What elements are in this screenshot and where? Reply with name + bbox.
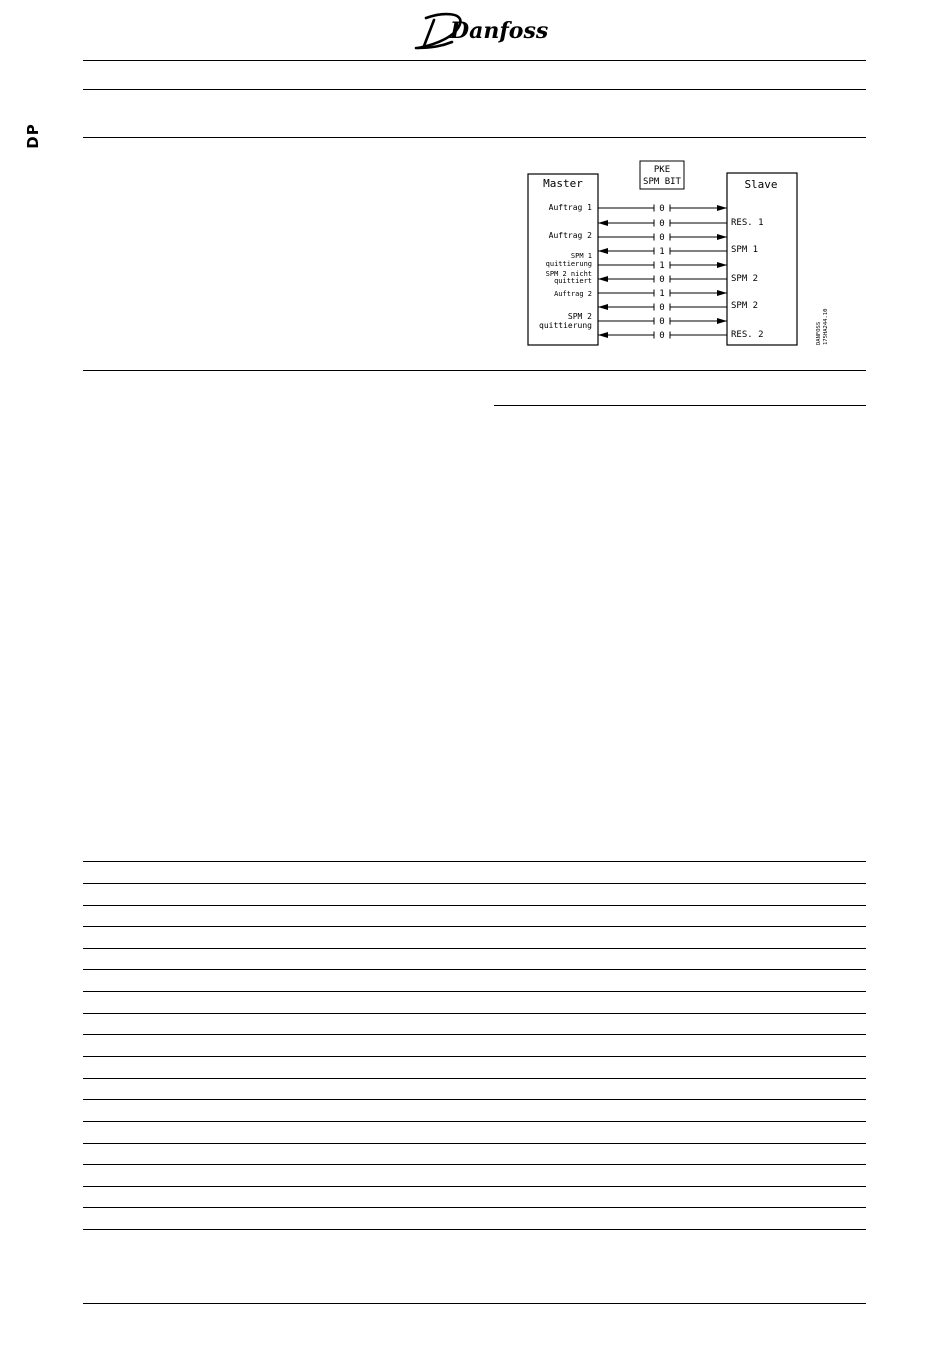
master-label: SPM 2 bbox=[567, 312, 592, 321]
slave-labels bbox=[731, 218, 764, 340]
signal-row bbox=[598, 247, 727, 257]
slave-label: SPM 2 bbox=[731, 301, 759, 311]
bit-value: 0 bbox=[659, 303, 665, 314]
bit-value: 1 bbox=[659, 289, 665, 300]
pke-header-line2: SPM BIT bbox=[643, 177, 681, 187]
section-rule bbox=[83, 370, 866, 371]
bit-value: 1 bbox=[659, 247, 665, 258]
bit-value: 1 bbox=[659, 261, 665, 272]
footer-rule bbox=[83, 1303, 866, 1304]
signal-row bbox=[598, 275, 727, 285]
master-label: Auftrag 2 bbox=[554, 290, 592, 298]
table-rule bbox=[83, 1207, 866, 1208]
column-rule bbox=[494, 405, 866, 406]
master-labels bbox=[539, 203, 592, 330]
drawing-number-line1: DANFOSS bbox=[816, 321, 822, 345]
table-rule bbox=[83, 1013, 866, 1014]
signal-row bbox=[598, 317, 727, 327]
brand-wordmark: Danfoss bbox=[450, 18, 549, 44]
table-rule bbox=[83, 905, 866, 906]
bit-value: 0 bbox=[659, 317, 665, 328]
table-rule bbox=[83, 1186, 866, 1187]
signal-row bbox=[598, 303, 727, 313]
table-rule bbox=[83, 861, 866, 862]
table-rule bbox=[83, 1143, 866, 1144]
bit-value: 0 bbox=[659, 331, 665, 342]
signal-row bbox=[598, 233, 727, 243]
signal-row bbox=[598, 289, 727, 299]
master-label: SPM 2 nicht bbox=[545, 270, 592, 278]
master-label: quittiert bbox=[554, 277, 592, 285]
signal-row bbox=[598, 204, 727, 214]
slave-box bbox=[727, 173, 797, 345]
slave-title: Slave bbox=[744, 178, 778, 191]
header-rule-1 bbox=[83, 60, 866, 61]
slave-label: RES. 1 bbox=[731, 218, 764, 228]
table-rule bbox=[83, 1034, 866, 1035]
side-tab bbox=[18, 120, 48, 152]
table-rule bbox=[83, 1121, 866, 1122]
slave-label: SPM 2 bbox=[731, 274, 759, 284]
table-rule bbox=[83, 926, 866, 927]
bit-value: 0 bbox=[659, 233, 665, 244]
danfoss-logo bbox=[412, 8, 549, 54]
bit-value: 0 bbox=[659, 275, 665, 286]
master-label: quittierung bbox=[545, 260, 592, 268]
signal-row bbox=[598, 331, 727, 341]
bit-value: 0 bbox=[659, 204, 665, 215]
signal-row bbox=[598, 261, 727, 271]
header-rule-3 bbox=[83, 137, 866, 138]
side-tab-label: DP bbox=[24, 123, 42, 149]
table-rule bbox=[83, 1078, 866, 1079]
master-label: SPM 1 bbox=[570, 252, 592, 260]
master-label: quittierung bbox=[539, 321, 592, 330]
slave-label: RES. 2 bbox=[731, 330, 764, 340]
table-rule bbox=[83, 991, 866, 992]
spm-handshake-diagram bbox=[510, 155, 840, 355]
table-rule bbox=[83, 1056, 866, 1057]
table-rule bbox=[83, 883, 866, 884]
bit-value: 0 bbox=[659, 219, 665, 230]
master-label: Auftrag 1 bbox=[548, 203, 592, 212]
drawing-number-line2: 175HA244.10 bbox=[823, 308, 829, 345]
pke-header-line1: PKE bbox=[653, 165, 671, 175]
table-rule bbox=[83, 1164, 866, 1165]
slave-label: SPM 1 bbox=[731, 245, 759, 255]
master-title: Master bbox=[543, 177, 583, 190]
table-rule bbox=[83, 948, 866, 949]
table-rule bbox=[83, 969, 866, 970]
table-rule bbox=[83, 1099, 866, 1100]
header-rule-2 bbox=[83, 89, 866, 90]
signal-row bbox=[598, 219, 727, 229]
signal-rows bbox=[598, 204, 727, 341]
table-rule bbox=[83, 1229, 866, 1230]
master-label: Auftrag 2 bbox=[548, 231, 592, 240]
